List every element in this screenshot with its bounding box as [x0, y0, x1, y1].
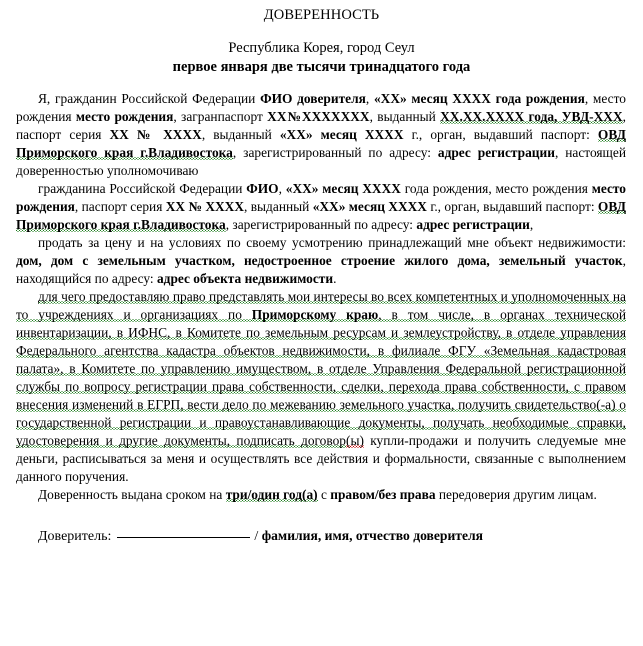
p1-b2: «XX» месяц XXXX года рождения	[373, 91, 585, 106]
p5-b2: правом/без права	[330, 487, 436, 502]
p1-b5: XX.XX.XXXX года, УВД-XXX	[440, 109, 623, 124]
p1-t2: ,	[365, 91, 374, 106]
p1-t6: , паспорт серия	[16, 109, 626, 142]
p3-t3: .	[333, 271, 337, 286]
p5-t3: передоверия другим лицам.	[435, 487, 597, 502]
p4-t1: для чего предоставляю право представлять мои интересы во всех компетентных и уполномоченных на то учреждениях и организациях по	[16, 289, 626, 322]
p1-b7: «XX» месяц XXXX	[279, 127, 404, 142]
p3-b1: дом, дом с земельным участком, недостроенное строение жилого дома, земельный участок	[16, 253, 623, 268]
p2-t8: ,	[529, 217, 534, 232]
p1-b3: место рождения	[75, 109, 174, 124]
p2-t4: , паспорт серия	[74, 199, 166, 214]
document-body	[0, 90, 643, 547]
p4-t3: (ы)	[346, 433, 364, 448]
p1-t8: г., орган, выдавший паспорт:	[403, 127, 598, 142]
p2-t3: года рождения, место рождения	[400, 181, 592, 196]
p1-t9: , зарегистрированный по адресу:	[232, 145, 438, 160]
signature-separator: /	[254, 529, 259, 544]
signature-hint: фамилия, имя, отчество доверителя	[261, 528, 483, 543]
p1-b8: ОВД Приморского края г.Владивостока	[16, 127, 626, 160]
p2-t5: , выданный	[244, 199, 313, 214]
p2-b6: ОВД Приморского края г.Владивостока	[16, 199, 626, 232]
p2-b1: ФИО	[246, 181, 279, 196]
signature-row	[16, 526, 626, 547]
signature-label: Доверитель:	[38, 529, 112, 544]
p1-t10: , настоящей доверенностью уполномочиваю	[16, 145, 626, 178]
paragraph-term	[16, 486, 626, 504]
p1-b9: адрес регистрации	[437, 145, 555, 160]
p2-b4: XX № XXXX	[165, 199, 245, 214]
p3-t2: , находящийся по адресу:	[16, 253, 626, 286]
p5-t2: с	[317, 487, 331, 502]
p1-t3: , место рождения	[16, 91, 626, 124]
document-title: ДОВЕРЕННОСТЬ	[263, 7, 380, 23]
p1-t7: , выданный	[201, 127, 280, 142]
p2-t2: ,	[278, 181, 286, 196]
p1-b6: XX № XXXX	[109, 127, 202, 142]
signature-line[interactable]	[117, 537, 250, 538]
p1-t4: , загранпаспорт	[173, 109, 268, 124]
p1-b1: ФИО доверителя	[260, 91, 366, 106]
p1-t1: Я, гражданин Российской Федерации	[38, 91, 261, 106]
p2-b2: «XX» месяц XXXX	[285, 181, 401, 196]
p3-t1: продать за цену и на условиях по своему усмотрению принадлежащий мне объект недвижимости:	[38, 235, 626, 250]
p2-t7: , зарегистрированный по адресу:	[225, 217, 417, 232]
p5-b1: три/один год(а)	[225, 487, 318, 502]
p2-b7: адрес регистрации	[416, 217, 530, 232]
paragraph-attorney	[16, 180, 626, 234]
p4-b1: Приморскому краю	[251, 307, 379, 322]
p4-t4: купли-продажи и получить следуемые мне деньги, расписываться за меня и осуществлять все действия и формальности, связанные с выполнением данного поручения.	[16, 433, 626, 484]
p2-t1: гражданина Российской Федерации	[38, 181, 247, 196]
p2-b3: место рождения	[16, 181, 626, 214]
p5-t1: Доверенность выдана сроком на	[38, 487, 226, 502]
p1-t5: , выданный	[369, 109, 441, 124]
p2-t6: г., орган, выдавший паспорт:	[426, 199, 598, 214]
paragraph-property	[16, 234, 626, 288]
p2-b5: «XX» месяц XXXX	[312, 199, 427, 214]
paragraph-grantor	[16, 90, 626, 180]
p1-b4: XX№XXXXXXX	[267, 109, 370, 124]
paragraph-powers	[16, 288, 626, 486]
p4-t2: , в том числе, в органах технической инвентаризации, в ИФНС, в Комитете по земельным ресурсам и землеустройству, в отделе управления Федерального агентства кадастра объектов недвижимости, в филиале ФГУ «Земельная кадастровая палата», в Комитете по управлению имуществом, в отделе Управления Федеральной регистрационной службы по вопросу регистрации права собственности, сделки, перехода права собственности, с правом внесения изменений в ЕГРП, вести дело по межеванию земельного участка, получить свидетельство(-а) о государственной регистрации и правоустанавливающие документы, получать необходимые справки, удостоверения и другие документы, подписать договор	[16, 307, 626, 448]
document-place: Республика Корея, город Сеул	[228, 40, 415, 56]
document-date: первое января две тысячи тринадцатого года	[172, 59, 471, 75]
p3-b2: адрес объекта недвижимости	[156, 271, 334, 286]
